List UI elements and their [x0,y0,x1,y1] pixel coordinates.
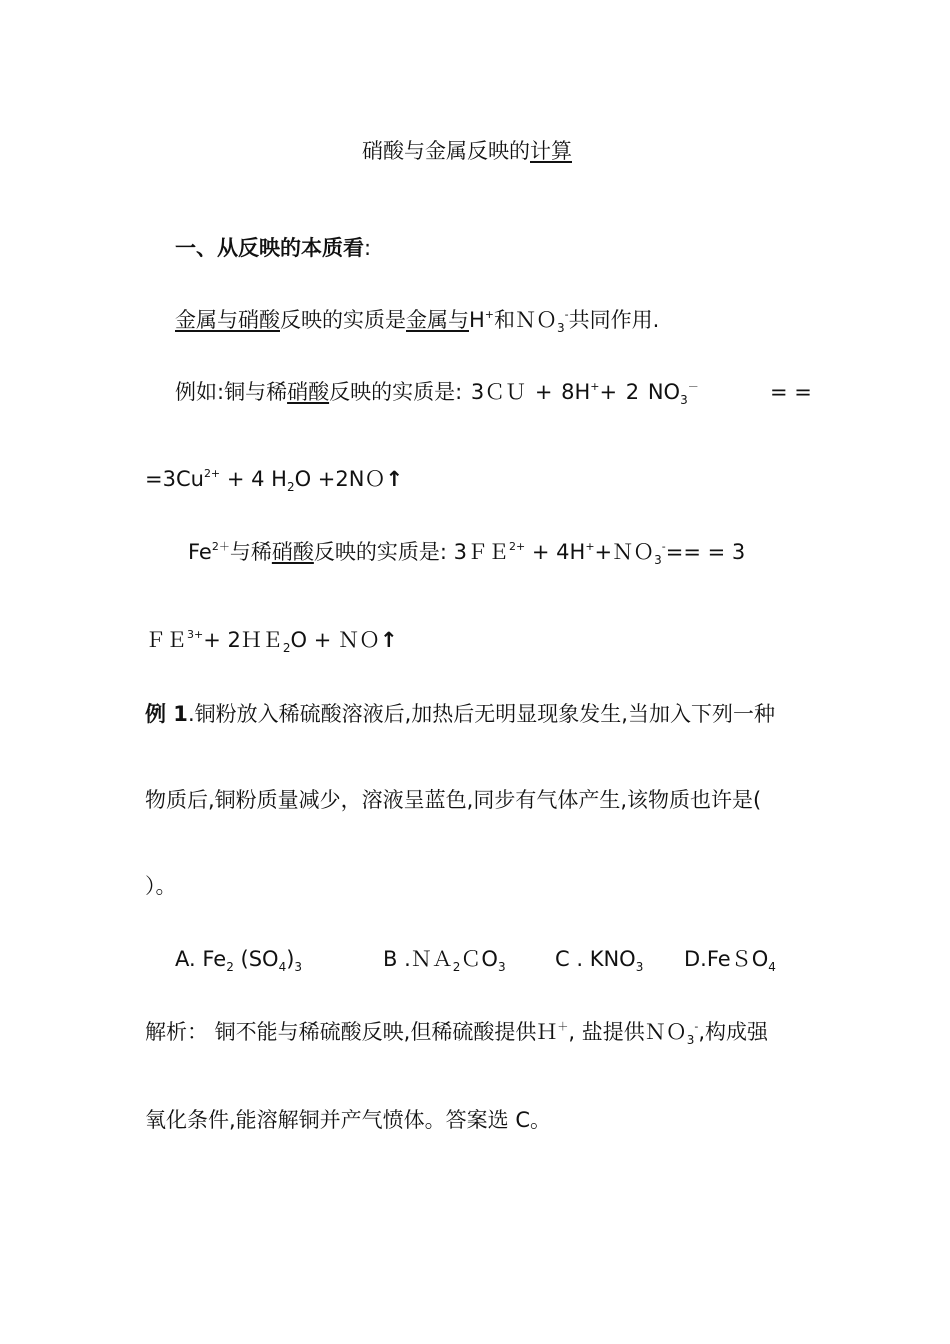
intro-text: 金属与 [406,308,469,332]
section-heading-colon: : [364,236,372,260]
analysis-sub: 3 [686,1033,695,1047]
iron-text: 反映的实质是: 3ＦＥ [313,540,509,564]
iron-text: Fe [188,540,212,564]
intro-text: 反映的实质是 [280,308,406,332]
section-heading-text: 一、从反映的本质看 [175,236,364,260]
copper-sup: 2+ [203,467,221,480]
intro-text: 和ＮＯ [494,308,558,332]
question1-line2: 物质后,铜粉质量减少，溶液呈蓝色,同步有气体产生,该物质也许是( [145,788,762,812]
copper-text: + 4 H [220,467,287,491]
option-text: (SO [233,947,279,971]
copper-sup: + [590,380,600,393]
option-sub: 2 [226,960,234,974]
iron-sup: 2+ [508,540,526,553]
intro-paragraph [175,306,659,334]
option-d [684,945,776,973]
option-sub: 3 [497,960,506,974]
option-sub: 4 [768,960,776,974]
intro-text: 共同作用. [568,308,660,332]
iron-text: + 4H [525,540,586,564]
option-c [555,945,643,973]
iron-text: O + ＮＯ [290,628,380,652]
analysis-sup: ＋ [557,1020,569,1033]
option-sub: 3 [294,960,303,974]
iron-text: + 2ＨＥ [203,628,283,652]
iron-sub: 2 [282,641,291,655]
option-text: C . KNO [555,947,636,971]
iron-text: +ＮＯ [594,540,655,564]
intro-text: H [469,308,485,332]
iron-equation-line2 [145,626,398,654]
option-sub: 4 [278,960,287,974]
option-sub: 3 [635,960,644,974]
up-arrow-icon: ↑ [379,628,398,652]
copper-equation-line2 [145,465,403,493]
iron-sup: 2＋ [211,540,230,553]
copper-text: 反映的实质是: 3ＣＵ + 8H [329,380,591,404]
analysis-text: 解析： 铜不能与稀硫酸反映,但稀硫酸提供Ｈ [145,1020,558,1044]
copper-text: =3Cu [145,467,204,491]
intro-sup: + [484,308,495,321]
analysis-sup: - [694,1020,699,1033]
iron-text: 与稀 [229,540,272,564]
option-a [175,945,302,973]
iron-sub: 3 [654,553,662,567]
intro-text: 金属与 [175,308,238,332]
copper-text: + 2 NO [599,380,681,404]
iron-sup: - [661,540,666,553]
analysis-text: , 盐提供ＮＯ [568,1020,687,1044]
page-title [362,137,572,165]
iron-sup: + [585,540,595,553]
copper-text: 例如:铜与稀 [175,380,288,404]
option-text: A. Fe [175,947,227,971]
question1-text: .铜粉放入稀硫酸溶液后,加热后无明显现象发生,当加入下列一种 [187,702,775,726]
copper-text: 硝酸 [287,380,330,404]
copper-equation-equals: = = [770,380,812,404]
copper-sub: 3 [680,393,688,407]
up-arrow-icon: ↑ [385,467,404,491]
iron-text: 硝酸 [271,540,314,564]
analysis-line1 [145,1018,768,1046]
option-text: ＣO [460,947,498,971]
option-sub: 2 [452,960,461,974]
iron-text: ＦＥ [145,628,187,652]
iron-equation-line1 [188,538,745,566]
intro-text: 硝酸 [238,308,280,332]
section-heading [175,234,371,262]
title-text-underlined: 计算 [530,139,572,163]
copper-sup: － [687,380,699,393]
question1-line1 [145,700,775,728]
option-text: D.FeＳO [684,947,769,971]
option-text: B .ＮＡ [383,947,453,971]
intro-sup: - [564,308,569,321]
option-text: ) [286,947,295,971]
copper-sub: 2 [286,480,295,494]
question1-line3: ）。 [145,874,177,898]
question1-label: 例 1 [145,702,188,726]
copper-equation-line1 [175,378,699,406]
analysis-text: ,构成强 [698,1020,769,1044]
iron-text: == = 3 [665,540,746,564]
intro-sub: 3 [557,321,565,335]
copper-text: O +2NＯ [294,467,386,491]
option-b [383,945,506,973]
iron-sup: 3+ [187,628,204,641]
analysis-line2: 氧化条件,能溶解铜并产气愤体。答案选 C。 [145,1108,552,1132]
title-text: 硝酸与金属反映的 [362,139,530,163]
